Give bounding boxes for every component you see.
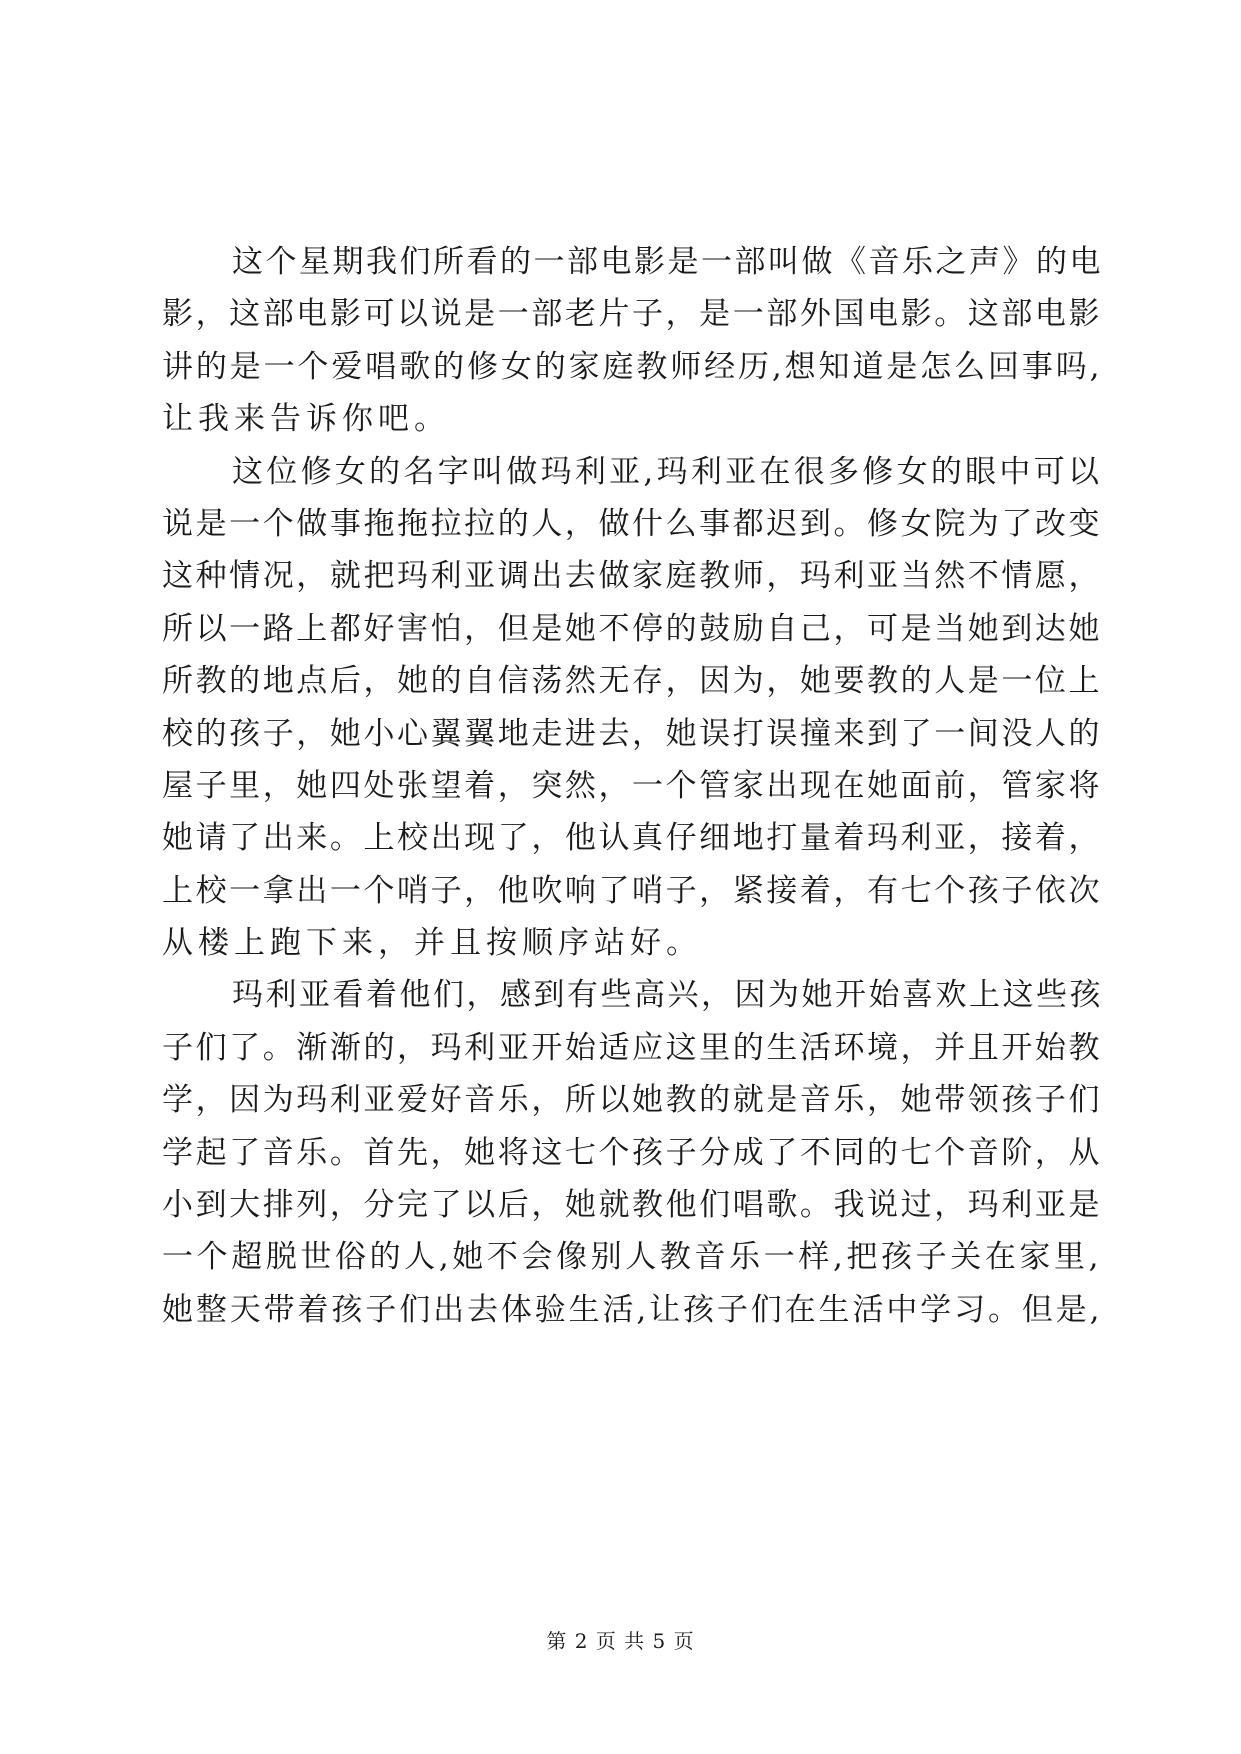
text-line: 玛利亚看着他们，感到有些高兴，因为她开始喜欢上这些孩 — [232, 977, 1103, 1014]
text-line: 校的孩子，她小心翼翼地走进去，她误打误撞来到了一间没人的 — [162, 715, 1102, 752]
document-body — [162, 236, 1102, 1336]
text-line: 讲的是一个爱唱歌的修女的家庭教师经历,想知道是怎么回事吗, — [162, 348, 1102, 385]
text-line: 这种情况，就把玛利亚调出去做家庭教师，玛利亚当然不情愿， — [162, 558, 1102, 595]
text-line: 屋子里，她四处张望着，突然，一个管家出现在她面前，管家将 — [162, 767, 1102, 804]
text-line: 一个超脱世俗的人,她不会像别人教音乐一样,把孩子关在家里, — [162, 1239, 1102, 1276]
text-line: 影，这部电影可以说是一部老片子，是一部外国电影。这部电影 — [162, 296, 1102, 333]
text-line: 这位修女的名字叫做玛利亚,玛利亚在很多修女的眼中可以 — [232, 453, 1102, 490]
text-line: 说是一个做事拖拖拉拉的人，做什么事都迟到。修女院为了改变 — [162, 505, 1102, 542]
text-line: 从楼上跑下来，并且按顺序站好。 — [162, 925, 702, 962]
text-line: 小到大排列，分完了以后，她就教他们唱歌。我说过，玛利亚是 — [162, 1187, 1102, 1224]
text-line: 学，因为玛利亚爱好音乐，所以她教的就是音乐，她带领孩子们 — [162, 1082, 1102, 1119]
text-line: 让我来告诉你吧。 — [162, 401, 450, 438]
text-line: 所教的地点后，她的自信荡然无存，因为，她要教的人是一位上 — [162, 663, 1102, 700]
page-footer: 第 2 页 共 5 页 — [546, 1629, 695, 1653]
text-line: 她请了出来。上校出现了，他认真仔细地打量着玛利亚，接着， — [162, 820, 1102, 857]
text-line: 学起了音乐。首先，她将这七个孩子分成了不同的七个音阶，从 — [162, 1134, 1102, 1171]
text-line: 上校一拿出一个哨子，他吹响了哨子，紧接着，有七个孩子依次 — [162, 872, 1102, 909]
text-line: 子们了。渐渐的，玛利亚开始适应这里的生活环境，并且开始教 — [162, 1029, 1102, 1066]
text-line: 她整天带着孩子们出去体验生活,让孩子们在生活中学习。但是, — [162, 1291, 1102, 1328]
text-line: 这个星期我们所看的一部电影是一部叫做《音乐之声》的电 — [232, 244, 1103, 280]
text-line: 所以一路上都好害怕，但是她不停的鼓励自己，可是当她到达她 — [162, 610, 1102, 647]
